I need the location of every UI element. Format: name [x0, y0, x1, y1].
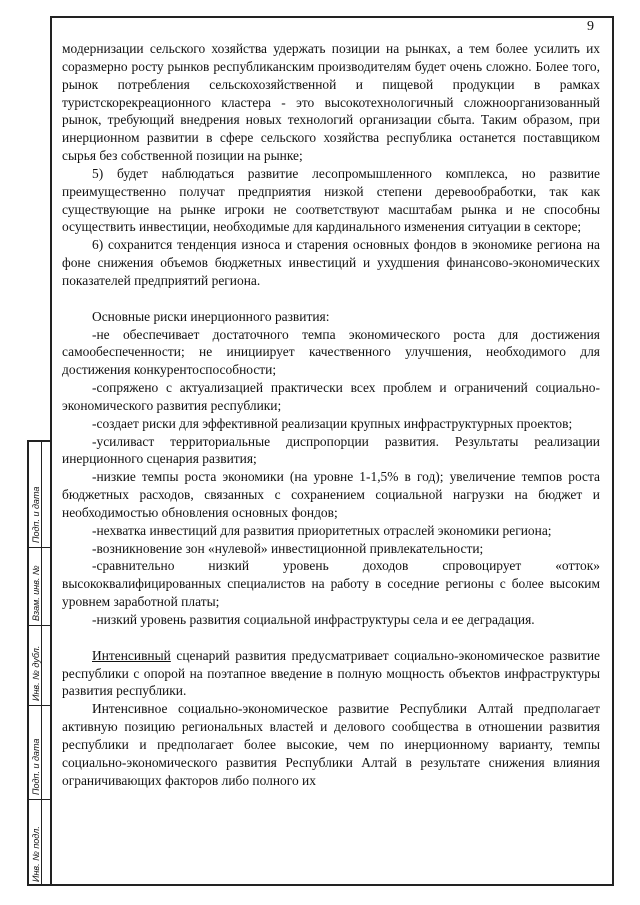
paragraph: модернизации сельского хозяйства удержать позиции на рынках, а тем более усилить их соразмерно росту рынков республиканским производителям будет очень сложно. Более того, рынок потребления сельскохозяйственной и пищевой продукции в рамках туристскорекреационного кластера - это высокотехнологичный сложноорганизованный рынок, требующий внедрения новых технологий организации сбыта. Таким образом, при инерционном развитии в сфере сельского хозяйства республика останется поставщиком сырья без собственной позиции на рынке;: [62, 41, 600, 164]
paragraph: 5) будет наблюдаться развитие лесопромышленного комплекса, но развитие преимущественно получат предприятия низкой степени деревообработки, так как существующие на рынке игроки не соответствуют масштабам рынка и не способны осуществить инвестиции, необходимые для кардинального изменения ситуации в секторе;: [62, 165, 600, 235]
stamp-cell: [29, 626, 52, 706]
stamp-label: Инв. № подл.: [31, 826, 41, 882]
paragraph-gap: [62, 629, 600, 647]
risk-item: -сопряжено с актуализацией практически всех проблем и ограничений социально-экономического развития республики;: [62, 380, 600, 413]
risk-item: -низкие темпы роста экономики (на уровне 1-1,5% в год); увеличение темпов роста бюджетных расходов, связанных с сохранением социальной нагрузки на бюджет и необходимостью обновления основных фондов;: [62, 469, 600, 520]
stamp-cell: [29, 800, 52, 886]
stamp-label: Подп. и дата: [31, 486, 41, 543]
stamp-divider: [41, 706, 42, 799]
stamp-label: Подп. и дата: [31, 738, 41, 795]
risk-item: -низкий уровень развития социальной инфраструктуры села и ее деградация.: [92, 612, 535, 627]
stamp-divider: [41, 442, 42, 547]
paragraph: [62, 647, 600, 701]
stamp-cell: [29, 706, 52, 800]
paragraph: 6) сохранится тенденция износа и старения основных фондов в экономике региона на фоне снижения объемов бюджетных инвестиций и ухудшения финансово-экономических показателей предприятий региона.: [62, 237, 600, 288]
risk-item: -возникновение зон «нулевой» инвестиционной привлекательности;: [92, 540, 484, 556]
paragraph-gap: [62, 290, 600, 308]
stamp-cell: [29, 548, 52, 626]
stamp-divider: [41, 548, 42, 625]
body-text: [62, 40, 600, 789]
stamp-label: Инв. № дубл.: [31, 645, 41, 701]
risk-item: -сравнительно низкий уровень доходов спровоцирует «отток» высококвалифицированных специалистов на работу в соседние регионы с более высоким уровнем заработной платы;: [62, 558, 600, 610]
page-number: 9: [587, 19, 594, 34]
risks-heading: Основные риски инерционного развития:: [92, 308, 330, 324]
risk-item: -не обеспечивает достаточного темпа экономического роста для достижения самообеспеченности; не инициирует качественного улучшения, необходимого для достижения конкурентоспособности;: [62, 326, 600, 378]
stamp-label: Взам. инв. №: [31, 565, 41, 621]
intensive-text: сценарий развития предусматривает социально-экономическое развитие республики с опорой на поэтапное введение в полную мощность объектов инфраструктуры развития республики.: [62, 647, 600, 699]
stamp-cell: [29, 442, 52, 548]
stamp-divider: [41, 626, 42, 705]
stamp-divider: [41, 800, 42, 886]
risk-item: -создает риски для эффективной реализации крупных инфраструктурных проектов;: [92, 415, 573, 431]
risk-item: -нехватка инвестиций для развития приоритетных отраслей экономики региона;: [92, 522, 552, 538]
intensive-term: Интенсивный: [92, 647, 171, 663]
page-frame: [50, 16, 614, 886]
side-stamp-table: [27, 440, 52, 886]
paragraph: Интенсивное социально-экономическое развитие Республики Алтай предполагает активную позицию региональных властей и делового сообщества в отношении развития республики и предполагает более высокие, чем по инерционному варианту, темпы социально-экономического развития Республики Алтай в результате снижения влияния ограничивающих факторов либо полного их: [62, 701, 600, 788]
risk-item: -усиливаст территориальные диспропорции развития. Результаты реализации инерционного сценария развития;: [62, 433, 600, 467]
